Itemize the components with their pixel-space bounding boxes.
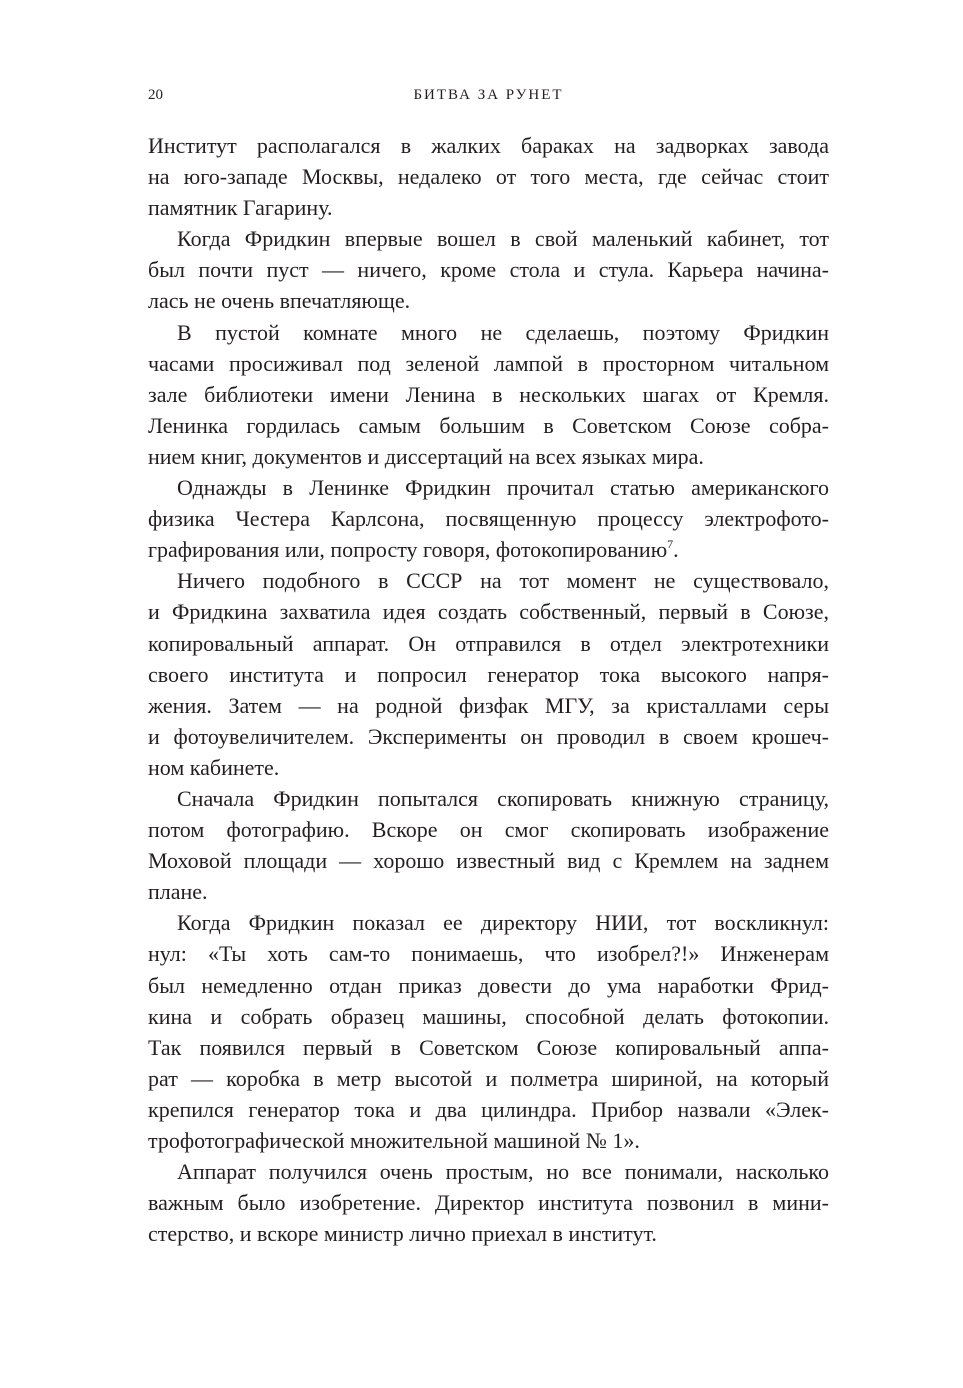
text-line: физика Честера Карлсона, посвященную процессу электрофото-	[148, 506, 829, 532]
text-line: Ленинка гордилась самым большим в Советском Союзе собра-	[148, 412, 829, 438]
text-line: часами просиживал под зеленой лампой в просторном читальном	[148, 350, 829, 376]
text-line: В пустой комнате много не сделаешь, поэтому Фридкин	[177, 319, 829, 345]
text-line: трофотографической множительной машиной № 1».	[148, 1128, 640, 1153]
running-head	[148, 84, 829, 106]
text-line: Так появился первый в Советском Союзе копировальный аппа-	[148, 1034, 829, 1060]
text-line: зале библиотеки имени Ленина в нескольких шагах от Кремля.	[148, 381, 829, 407]
text-line: Институт располагался в жалких бараках на задворках завода	[148, 133, 829, 158]
text-line: памятник Гагарину.	[148, 195, 333, 221]
text-line: был немедленно отдан приказ довести до ума наработки Фрид-	[148, 972, 829, 998]
text-line: Когда Фридкин показал ее директору НИИ, тот воскликнул:	[177, 910, 829, 936]
text-line: Сначала Фридкин попытался скопировать книжную страницу,	[177, 785, 829, 811]
text-line: потом фотографию. Вскоре он смог скопировать изображение	[148, 817, 829, 843]
line-end-punctuation: .	[673, 537, 679, 563]
text-line: Ничего подобного в СССР на тот момент не существовало,	[177, 568, 829, 594]
text-line: плане.	[148, 879, 208, 905]
text-line: стерство, и вскоре министр лично приехал в институт.	[148, 1221, 657, 1247]
text-line-content: графирования или, попросту говоря, фотокопированию	[148, 537, 668, 563]
text-line: был почти пуст — ничего, кроме стола и стула. Карьера начина-	[148, 257, 829, 283]
footnote-reference[interactable]: 7	[667, 537, 674, 552]
text-line: рат — коробка в метр высотой и полметра шириной, на который	[148, 1065, 829, 1091]
text-line: Моховой площади — хорошо известный вид с Кремлем на заднем	[148, 848, 829, 874]
text-line: и фотоувеличителем. Эксперименты он проводил в своем крошеч-	[148, 723, 829, 749]
text-line: нул: «Ты хоть сам-то понимаешь, что изобрел?!» Инженерам	[148, 941, 829, 967]
text-line: крепился генератор тока и два цилиндра. Прибор назвали «Элек-	[148, 1096, 829, 1122]
body-text	[148, 130, 829, 1249]
text-line: своего института и попросил генератор тока высокого напря-	[148, 661, 829, 687]
text-line: копировальный аппарат. Он отправился в отдел электротехники	[148, 630, 829, 656]
text-line: ном кабинете.	[148, 754, 280, 780]
text-line: на юго-западе Москвы, недалеко от того места, где сейчас стоит	[148, 164, 829, 190]
text-line: Когда Фридкин впервые вошел в свой маленький кабинет, тот	[177, 226, 829, 252]
text-line: Однажды в Ленинке Фридкин прочитал статью американского	[177, 475, 829, 501]
text-line	[148, 534, 829, 565]
text-line: нием книг, документов и диссертаций на всех языках мира.	[148, 443, 704, 469]
page-number: 20	[148, 87, 163, 103]
text-line: лась не очень впечатляюще.	[148, 288, 411, 314]
running-title: БИТВА ЗА РУНЕТ	[413, 87, 564, 103]
text-line: Аппарат получился очень простым, но все понимали, насколько	[177, 1159, 829, 1185]
text-line: жения. Затем — на родной физфак МГУ, за кристаллами серы	[148, 692, 829, 718]
text-line: кина и собрать образец машины, способной делать фотокопии.	[148, 1003, 829, 1029]
text-line: важным было изобретение. Директор института позвонил в мини-	[148, 1190, 829, 1216]
text-line: и Фридкина захватила идея создать собственный, первый в Союзе,	[148, 599, 829, 625]
